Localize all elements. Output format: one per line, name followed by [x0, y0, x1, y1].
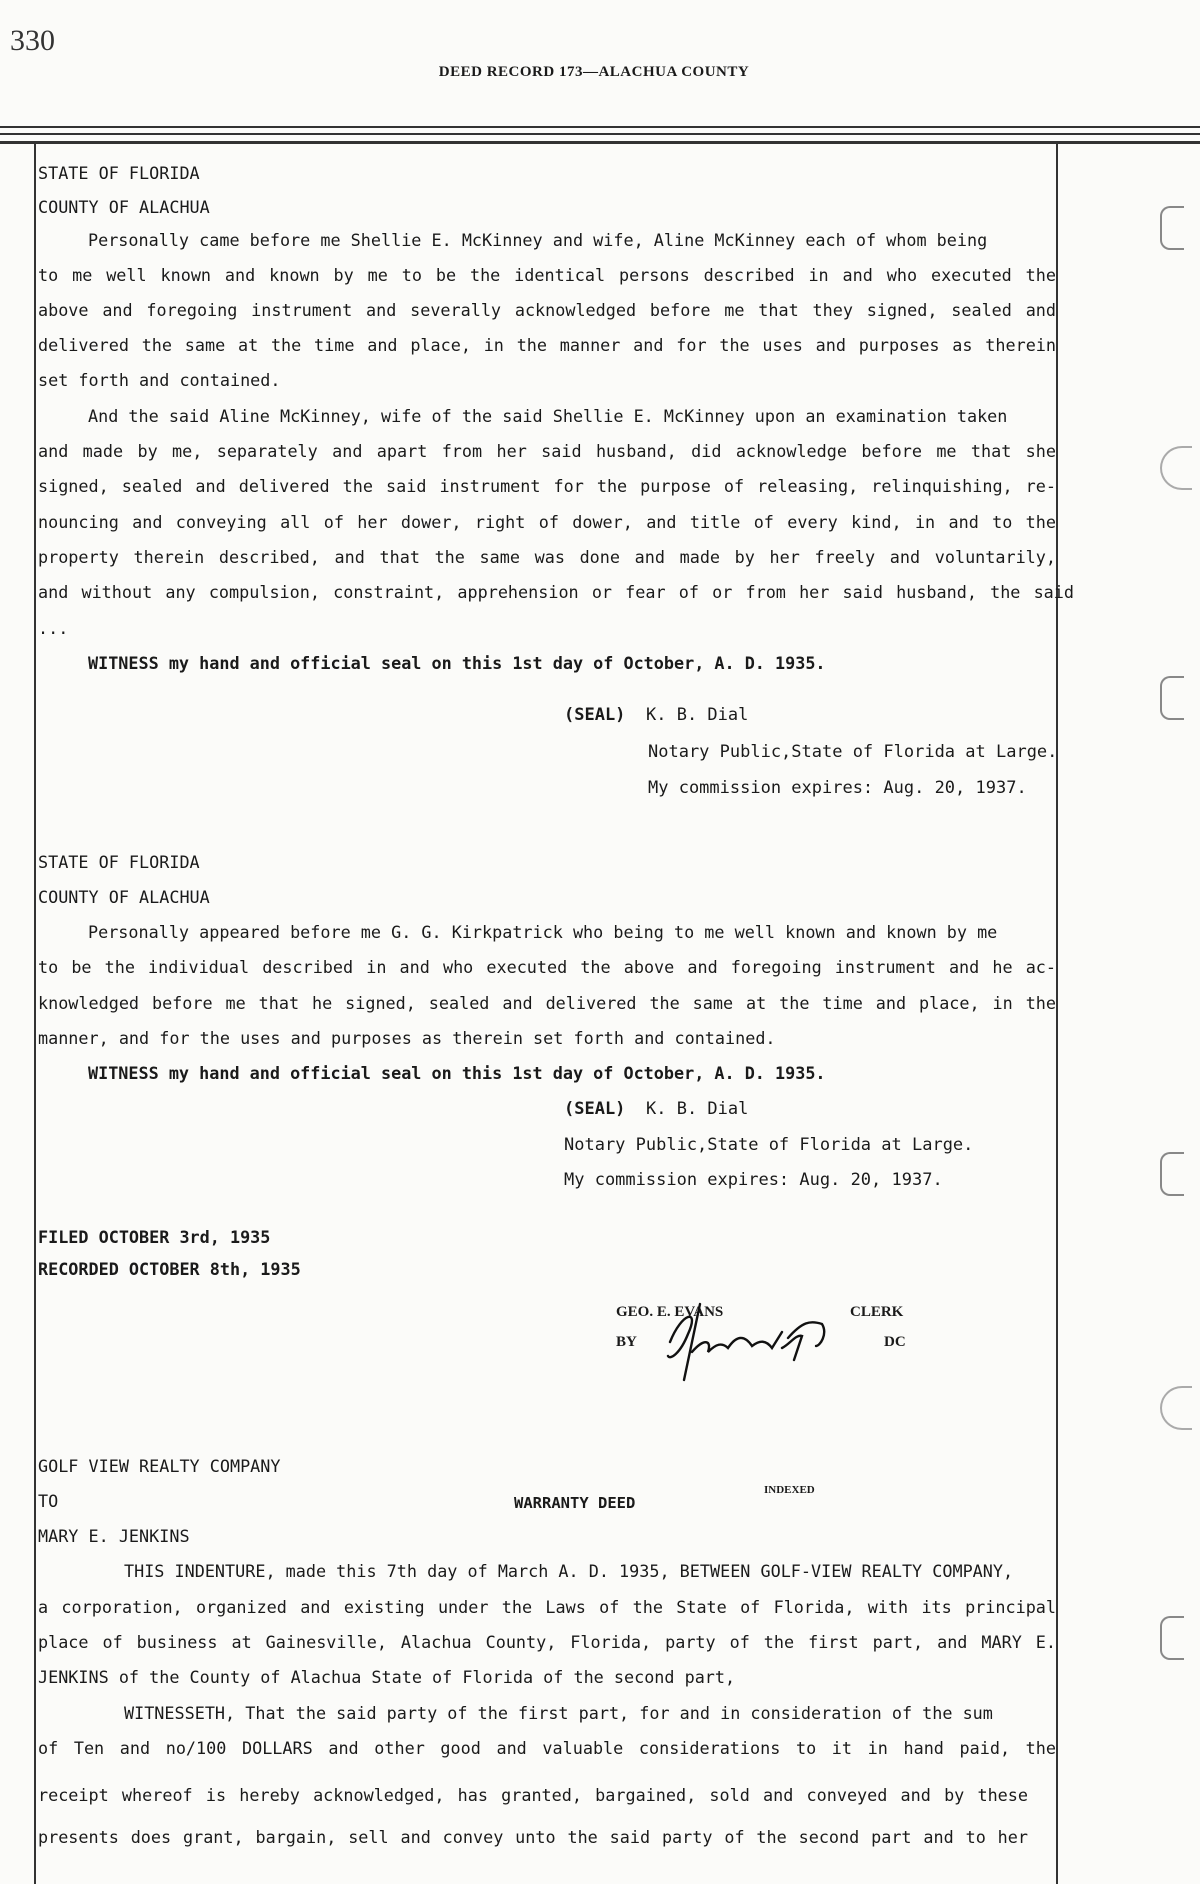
ack1-notary-name: K. B. Dial	[646, 705, 749, 725]
ack2-notary-name: K. B. Dial	[646, 1099, 749, 1119]
clerk-name: GEO. E. EVANS	[616, 1304, 724, 1320]
ack2-seal: (SEAL)	[564, 1099, 626, 1119]
binder-hole-mark	[1160, 1616, 1184, 1660]
deed-to: TO	[38, 1491, 59, 1511]
binder-hole-mark	[1160, 1386, 1192, 1430]
binder-hole-mark	[1160, 1152, 1184, 1196]
deed-grantee: MARY E. JENKINS	[38, 1526, 190, 1546]
deed-para2-line: receipt whereof is hereby acknowledged, has granted, bargained, sold and conveyed and by these	[38, 1785, 1028, 1805]
ack2-commission: My commission expires: Aug. 20, 1937.	[564, 1170, 943, 1190]
ack1-notary-title: Notary Public,State of Florida at Large.	[648, 742, 1058, 762]
ack2-witness: WITNESS my hand and official seal on this 1st day of October, A. D. 1935.	[88, 1063, 826, 1083]
page-number: 330	[10, 24, 55, 57]
clerk-title: CLERK	[850, 1304, 904, 1320]
page-header-title: DEED RECORD 173—ALACHUA COUNTY	[438, 64, 750, 80]
binder-hole-mark	[1160, 676, 1184, 720]
deed-grantor: GOLF VIEW REALTY COMPANY	[38, 1456, 281, 1476]
ack2-para1-line: knowledged before me that he signed, sealed and delivered the same at the time and place, in the	[38, 993, 1056, 1013]
ack2-para1-line: manner, and for the uses and purposes as therein set forth and contained.	[38, 1028, 776, 1048]
header-rule	[0, 133, 1200, 135]
filed-date: FILED OCTOBER 3rd, 1935	[38, 1227, 271, 1247]
left-margin-line	[34, 141, 36, 1884]
ack1-para1-line: delivered the same at the time and place, in the manner and for the uses and purposes as therein	[38, 335, 1056, 355]
ack1-para1-line: Personally came before me Shellie E. McKinney and wife, Aline McKinney each of whom being	[88, 230, 988, 250]
ack1-para2-line: property therein described, and that the same was done and made by her freely and voluntarily,	[38, 547, 1056, 567]
header-rule	[0, 141, 1200, 144]
ack1-commission: My commission expires: Aug. 20, 1937.	[648, 778, 1027, 798]
deed-para1-line: THIS INDENTURE, made this 7th day of March A. D. 1935, BETWEEN GOLF-VIEW REALTY COMPANY,	[124, 1561, 1014, 1581]
header-rule	[0, 126, 1200, 128]
deed-para1-line: a corporation, organized and existing under the Laws of the State of Florida, with its principal	[38, 1597, 1056, 1617]
clerk-signature-block	[616, 1294, 916, 1384]
deputy-clerk-label: DC	[884, 1334, 906, 1350]
ack1-para1-line: set forth and contained.	[38, 370, 281, 390]
binder-hole-mark	[1160, 206, 1184, 250]
deed-title: WARRANTY DEED	[514, 1494, 636, 1512]
deed-para1-line: place of business at Gainesville, Alachua County, Florida, party of the first part, and MARY E.	[38, 1632, 1056, 1652]
ack1-para2-line: and made by me, separately and apart from her said husband, did acknowledge before me that she	[38, 441, 1056, 461]
deed-para2-line: presents does grant, bargain, sell and convey unto the said party of the second part and to her	[38, 1827, 1028, 1847]
ack1-para2-line: ...	[38, 618, 69, 638]
deed-para2-line: WITNESSETH, That the said party of the first part, for and in consideration of the sum	[124, 1703, 993, 1723]
ack2-para1-line: to be the individual described in and who executed the above and foregoing instrument and he ac-	[38, 957, 1056, 977]
ack2-county: COUNTY OF ALACHUA	[38, 887, 210, 907]
deed-para1-line: JENKINS of the County of Alachua State of Florida of the second part,	[38, 1667, 736, 1687]
ack1-para2-line: signed, sealed and delivered the said instrument for the purpose of releasing, relinquishing, re-	[38, 476, 1056, 496]
ack2-notary-title: Notary Public,State of Florida at Large.	[564, 1135, 974, 1155]
ack1-para2-line: and without any compulsion, constraint, apprehension or fear of or from her said husband, the said	[38, 582, 1074, 602]
ack1-seal: (SEAL)	[564, 705, 626, 725]
ack2-state: STATE OF FLORIDA	[38, 852, 200, 872]
ack1-para1-line: to me well known and known by me to be the identical persons described in and who executed the	[38, 265, 1056, 285]
ack2-para1-line: Personally appeared before me G. G. Kirkpatrick who being to me well known and known by me	[88, 922, 998, 942]
indexed-stamp: INDEXED	[764, 1484, 815, 1496]
ack1-state: STATE OF FLORIDA	[38, 163, 200, 183]
binder-hole-mark	[1160, 446, 1192, 490]
clerk-by-label: BY	[616, 1334, 637, 1350]
ack1-para2-line: And the said Aline McKinney, wife of the said Shellie E. McKinney upon an examination taken	[88, 406, 1008, 426]
ack1-county: COUNTY OF ALACHUA	[38, 197, 210, 217]
ack1-witness: WITNESS my hand and official seal on this 1st day of October, A. D. 1935.	[88, 653, 826, 673]
clerk-handwritten-signature	[640, 1294, 880, 1384]
recorded-date: RECORDED OCTOBER 8th, 1935	[38, 1259, 301, 1279]
ack1-para1-line: above and foregoing instrument and severally acknowledged before me that they signed, sealed and	[38, 300, 1056, 320]
deed-para2-line: of Ten and no/100 DOLLARS and other good and valuable considerations to it in hand paid, the	[38, 1738, 1056, 1758]
ack1-para2-line: nouncing and conveying all of her dower, right of dower, and title of every kind, in and to the	[38, 512, 1056, 532]
